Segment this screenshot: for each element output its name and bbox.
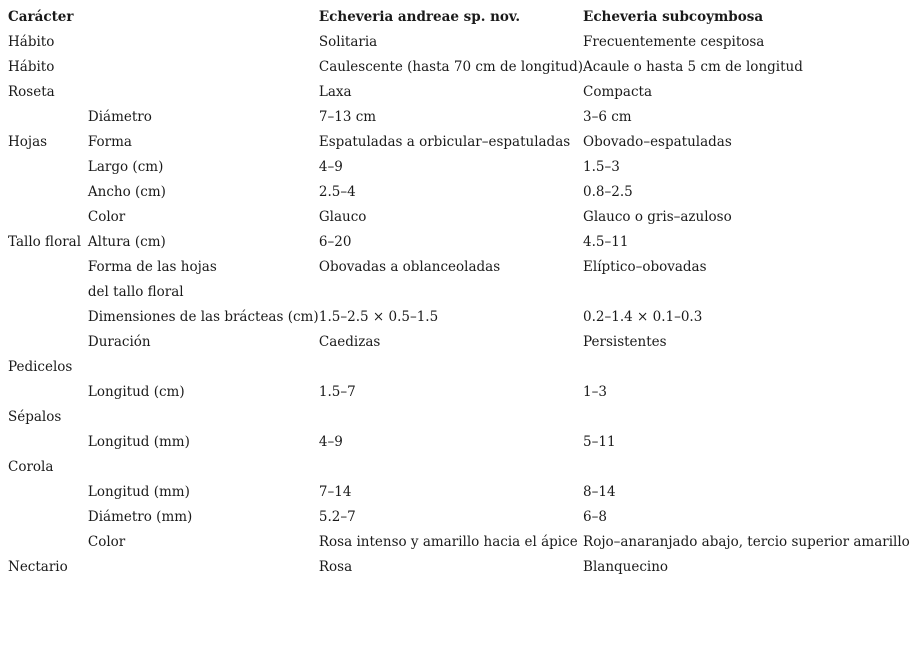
row-species-b-cell: Obovado–espatuladas [583, 134, 732, 150]
table-row [8, 355, 913, 380]
table-row [8, 455, 913, 480]
row-group-cell: Tallo floral [8, 234, 82, 250]
row-species-b-cell: 3–6 cm [583, 109, 632, 125]
row-attribute-cell: Diámetro (mm) [87, 509, 193, 525]
row-attribute-cell: Longitud (cm) [87, 384, 185, 400]
table-row [8, 480, 913, 505]
row-group-cell [8, 155, 88, 180]
row-species-a-cell: 4–9 [318, 159, 343, 175]
row-species-a-cell: 5.2–7 [318, 509, 356, 525]
row-attribute-cell: Longitud (mm) [87, 434, 190, 450]
header-character: Carácter [8, 9, 74, 25]
row-group-cell [8, 305, 88, 330]
row-species-b-cell: Acaule o hasta 5 cm de longitud [583, 59, 803, 75]
table-row [8, 130, 913, 155]
row-attribute-cell: Dimensiones de las brácteas (cm) [87, 309, 319, 325]
header-species-b: Echeveria subcoymbosa [583, 9, 764, 25]
table-row [8, 105, 913, 130]
row-group-cell: Pedicelos [8, 359, 73, 375]
row-species-b-cell: 6–8 [583, 509, 607, 525]
row-species-b-cell: 1–3 [583, 384, 607, 400]
row-species-b-cell [583, 405, 913, 430]
row-attribute-cell: Altura (cm) [87, 234, 166, 250]
row-species-a-cell: 1.5–2.5 × 0.5–1.5 [318, 309, 439, 325]
row-species-b-cell: 0.8–2.5 [583, 184, 633, 200]
row-attribute-cell: Color [87, 534, 126, 550]
row-species-a-cell: 2.5–4 [318, 184, 356, 200]
row-attribute-cell: Longitud (mm) [87, 484, 190, 500]
row-group-cell: Hojas [8, 134, 48, 150]
row-species-b-cell: Rojo–anaranjado abajo, tercio superior amarillo [583, 534, 910, 550]
row-species-b-cell: Frecuentemente cespitosa [583, 34, 765, 50]
table-row [8, 505, 913, 530]
row-species-a-cell: Rosa [318, 559, 353, 575]
row-group-cell [8, 480, 88, 505]
row-attribute-cell: Ancho (cm) [87, 184, 166, 200]
row-species-b-cell: Blanquecino [583, 559, 669, 575]
row-species-b-cell: Compacta [583, 84, 653, 100]
table-row [8, 430, 913, 455]
row-species-a-cell: 1.5–7 [318, 384, 356, 400]
table-row [8, 230, 913, 255]
row-group-cell: Corola [8, 459, 54, 475]
table-row [8, 80, 913, 105]
row-species-a-cell: Obovadas a oblanceoladas [318, 259, 501, 275]
table-body [8, 30, 913, 580]
row-group-cell [8, 330, 88, 355]
row-group-cell: Hábito [8, 59, 55, 75]
table-row [8, 280, 913, 305]
table-row [8, 330, 913, 355]
row-species-a-cell: 4–9 [318, 434, 343, 450]
row-species-a-cell: Rosa intenso y amarillo hacia el ápice [318, 534, 578, 550]
row-species-a-cell [319, 455, 583, 480]
row-species-b-cell: 5–11 [583, 434, 616, 450]
row-attribute-cell [88, 55, 319, 80]
row-group-cell [8, 105, 88, 130]
row-group-cell: Sépalos [8, 409, 62, 425]
row-group-cell: Roseta [8, 84, 55, 100]
table-row [8, 205, 913, 230]
header-row [8, 5, 913, 30]
row-species-b-cell: 8–14 [583, 484, 616, 500]
row-species-a-cell: 6–20 [318, 234, 352, 250]
comparison-table [8, 5, 913, 580]
table-row [8, 530, 913, 555]
row-species-a-cell: Solitaria [318, 34, 378, 50]
row-attribute-cell [88, 455, 319, 480]
table-row [8, 155, 913, 180]
row-species-a-cell [319, 405, 583, 430]
table-row [8, 255, 913, 280]
row-species-b-cell: Persistentes [583, 334, 667, 350]
row-attribute-cell: Duración [87, 334, 151, 350]
row-attribute-cell [88, 555, 319, 580]
row-species-a-cell [319, 280, 583, 305]
row-species-b-cell [583, 455, 913, 480]
row-species-a-cell [319, 355, 583, 380]
row-species-b-cell: 0.2–1.4 × 0.1–0.3 [583, 309, 703, 325]
row-attribute-cell [88, 355, 319, 380]
row-species-a-cell: 7–13 cm [318, 109, 377, 125]
table-row [8, 380, 913, 405]
row-attribute-cell: del tallo floral [87, 284, 184, 300]
row-group-cell [8, 430, 88, 455]
row-species-a-cell: Laxa [318, 84, 352, 100]
row-attribute-cell [88, 80, 319, 105]
row-species-a-cell: Espatuladas a orbicular–espatuladas [318, 134, 571, 150]
header-species-a: Echeveria andreae sp. nov. [318, 9, 521, 25]
row-species-b-cell: Elíptico–obovadas [583, 259, 707, 275]
row-group-cell [8, 205, 88, 230]
table-row [8, 405, 913, 430]
table-row [8, 555, 913, 580]
row-species-b-cell: Glauco o gris–azuloso [583, 209, 732, 225]
row-group-cell [8, 505, 88, 530]
table-header [8, 5, 913, 30]
row-group-cell [8, 180, 88, 205]
row-species-b-cell [583, 355, 913, 380]
row-attribute-cell: Forma de las hojas [87, 259, 217, 275]
row-attribute-cell [88, 405, 319, 430]
row-species-b-cell [583, 280, 913, 305]
row-group-cell [8, 255, 88, 280]
table-row [8, 30, 913, 55]
row-species-a-cell: Caulescente (hasta 70 cm de longitud) [318, 59, 584, 75]
row-species-a-cell: 7–14 [318, 484, 352, 500]
row-group-cell: Nectario [8, 559, 68, 575]
table-row [8, 55, 913, 80]
row-attribute-cell: Largo (cm) [87, 159, 164, 175]
row-species-a-cell: Glauco [318, 209, 367, 225]
table-row [8, 180, 913, 205]
row-attribute-cell: Diámetro [87, 109, 152, 125]
row-species-b-cell: 4.5–11 [583, 234, 629, 250]
row-group-cell [8, 380, 88, 405]
row-group-cell: Hábito [8, 34, 55, 50]
row-attribute-cell: Forma [87, 134, 132, 150]
row-species-a-cell: Caedizas [318, 334, 381, 350]
table-row [8, 305, 913, 330]
row-group-cell [8, 280, 88, 305]
row-group-cell [8, 530, 88, 555]
row-attribute-cell [88, 30, 319, 55]
row-species-b-cell: 1.5–3 [583, 159, 620, 175]
row-attribute-cell: Color [87, 209, 126, 225]
